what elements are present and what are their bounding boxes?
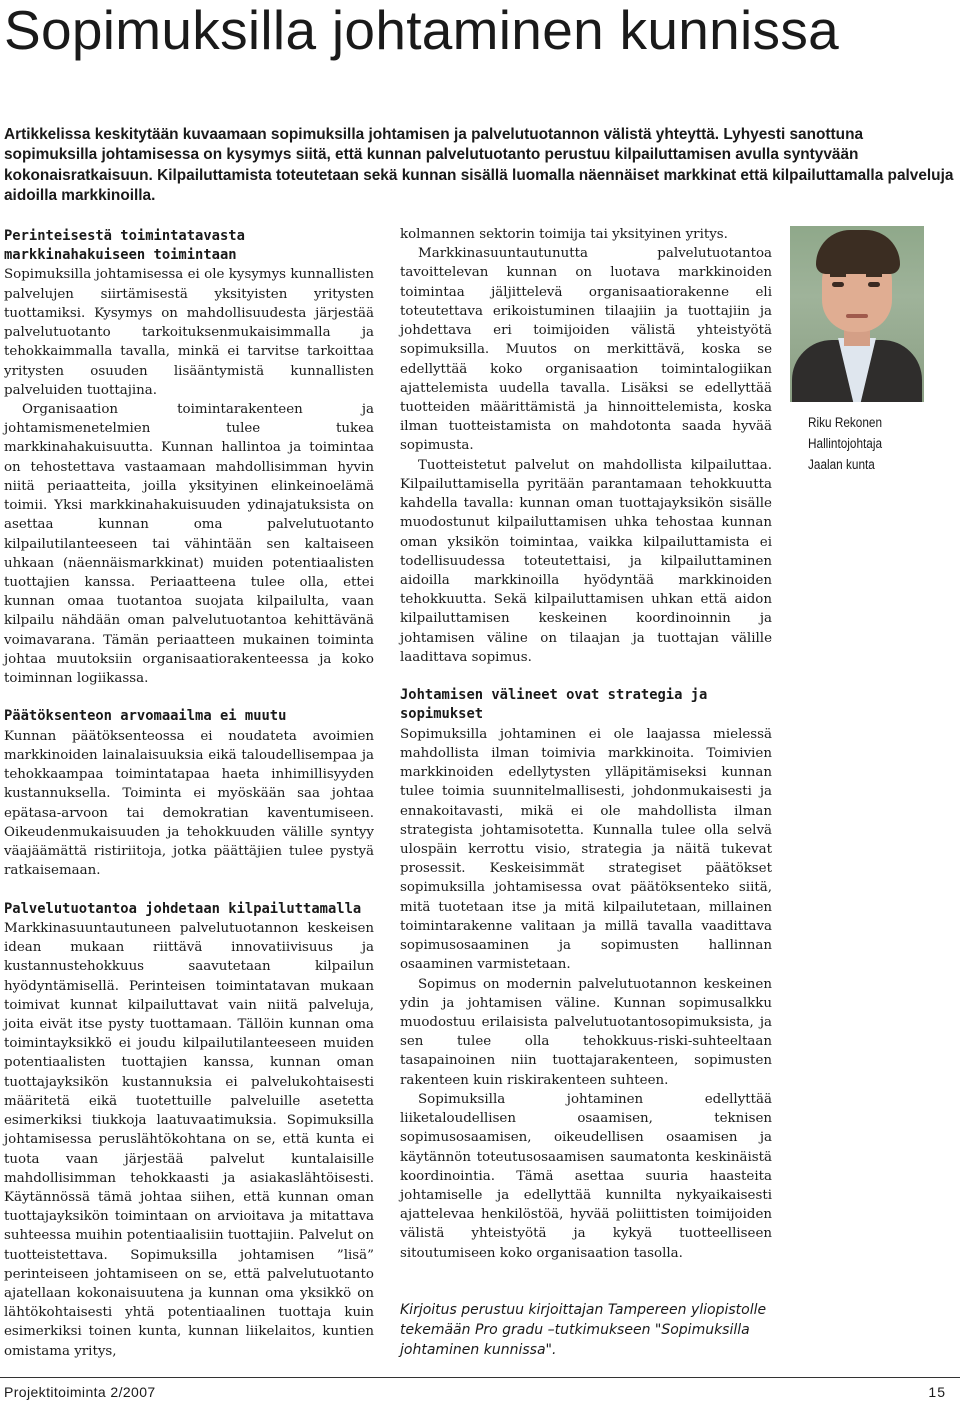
footer-publication: Projektitoiminta 2/2007 bbox=[4, 1384, 156, 1400]
middle-column bbox=[400, 225, 772, 1263]
paragraph: Sopimus on modernin palvelutuotannon keskeinen ydin ja johtamisen väline. Kunnan sopimusalkku muodostuu erilaisista palvelutuotantosopimuksista, ja sen tulee olla tehokkuus-riski-suhteeltaan tasapainoinen niin tuottajarakenteen, sopimusten rakenteen kuin riskirakenteen suhteen. bbox=[400, 976, 772, 1088]
author-photo bbox=[790, 226, 924, 402]
article-title: Sopimuksilla johtaminen kunnissa bbox=[4, 0, 840, 61]
paragraph: Sopimuksilla johtamisessa ei ole kysymys kunnallisten palvelujen siirtämisestä yksityisten yritysten tuottamiksi. Kysymys on mahdollisuudesta järjestää palvelutuotanto tarkoituksenmukaisimmalla ja tehokkaimmalla tavalla, minkä ei tarvitse tarkoittaa yritysten osuuden lisääntymistä kunnallisten palveluiden tuottajina. bbox=[4, 267, 374, 398]
section-heading-values: Päätöksenteon arvomaailma ei muutu bbox=[4, 708, 287, 725]
paragraph: Sopimuksilla johtaminen edellyttää liiketaloudellisen osaamisen, teknisen sopimusosaamisen, oikeudellisen osaamisen ja käytännön toteutusosaamisen saumatonta keskinäistä koordinointia. Tämä asettaa suuria haasteita johtamiselle ja edellyttää kunnilta nykyaikaisesti ajattelevaa henkilöstöä, hyvää poliittisten toimijoiden välistä yhteistyötä ja kykyä tuotteelliseen sitoutumiseen koko organisaation tasolla. bbox=[400, 1091, 772, 1261]
paragraph: Organisaation toimintarakenteen ja johtamismenetelmien tulee tukea markkinahakuisuutta. Kunnan hallintoa ja toimintaa on tehostettava vastaamaan mahdollisimman hyvin niitä periaatteita, joilla yksityinen elinkeinoelämä toimii. Yksi markkinahakuisuuden ydinajatuksista on asettaa kunnan oma palvelutuotanto kilpailutilanteeseen tai vähintään sen kaltaiseen uhkaan (näennäismarkkinat) muiden potentiaalisten tuottajien kanssa. Periaatteena tulee olla, ettei kunnan omaa tuotantoa suojata kilpailulta, vaan kilpailu nähdään oman palvelutuotantoa kehittävänä voimavarana. Tämän periaatteen mukainen toiminta johtaa muutoksiin organisaatiorakenteessa ja koko toiminnan logiikassa. bbox=[4, 401, 374, 687]
paragraph: kolmannen sektorin toimija tai yksityinen yritys. bbox=[400, 227, 728, 242]
left-column bbox=[4, 227, 374, 1361]
author-role: Hallintojohtaja bbox=[808, 436, 883, 451]
paragraph: Tuotteistetut palvelut on mahdollista kilpailuttaa. Kilpailuttamisella pyritään parantamaan tehokkuutta kahdella tavalla: kunnan oman tuottajayksikön sisälle muodostunut kilpailuttamisen uhka tehostaa kunnan oman yksikön toimintaa, vaikka kilpailuttamista ei todellisuudessa toteutettaisi, ja kilpailuttaminen aidoilla markkinoilla hyödyntää markkinoiden tehokkuutta. Sekä kilpailuttamisen uhkan että aidon kilpailuttamisen keskeinen koordinoinnin ja johtamisen väline on tilaajan ja tuottajan välille laadittava sopimus. bbox=[400, 457, 772, 665]
paragraph: Kunnan päätöksenteossa ei noudateta avoimien markkinoiden lainalaisuuksia eikä taloudellisempaa ja tehokkaampaa toimintatapaa haeta inhimillisyyden kustannuksella. Toiminta ei myöskään saa johtaa epätasa-arvoon tai demokratian kaventumiseen. Oikeudenmukaisuuden ja tehokkuuden välille syntyy väajäämättä ristiriitoja, jotka päättäjien tulee pystyä ratkaisemaan. bbox=[4, 728, 374, 879]
paragraph: Sopimuksilla johtaminen ei ole laajassa mielessä mahdollista ilman toimivia markkinoita. Toimivien markkinoiden edellytysten ylläpitämiseksi kunnan tulee toimia suunnitelmallisesti, johdonmukaisesti ja ennakoitavasti, mikä ei ole mahdollista ilman strategista johtamisotetta. Kunnalla tulee olla selvä ulospäin kerrottu visio, strategia ja näitä tukevat prosessit. Keskeisimmät strategiset päätökset sopimuksilla johtamisessa ovat päätöksenteko siitä, mitä tuotetaan itse ja mitä kilpailutetaan, millainen toimintarakenne valitaan ja millä tavalla vaadittava sopimusosaaminen ja sopimusten hallinnan osaaminen varmistetaan. bbox=[400, 726, 772, 973]
section-heading-competition: Palvelutuotantoa johdetaan kilpailuttamalla bbox=[4, 900, 362, 917]
footer-divider bbox=[0, 1377, 960, 1378]
author-caption bbox=[808, 412, 931, 475]
paragraph: Markkinasuuntautuneen palvelutuotannon keskeisen idean mukaan riittävä innovatiivisuus ja kustannustehokkuus saavutetaan kilpailun hyödyntämisellä. Perinteisen toimintatavan mukaan toimivat kunnat kilpailuttavat vain niitä palveluja, joita eivät itse pysty tuottamaan. Tällöin kunnan oma toimintayksikkö ei joudu kilpailutilanteeseen muiden potentiaalisten tuottajien kanssa, kunnan oman tuottajayksikön kustannuksia ei palvelukohtaisesti määritetä eikä tuotettuille palveluille asetetta esimerkiksi tiukkoja laatuvaatimuksia. Sopimuksilla johtamisessa peruslähtökohtana on se, että kunta ei tuota vaan järjestää palvelut kuntalaisille mahdollisimman tehokkaasti ja asiakaslähtöisesti. Käytännössä tämä johtaa siihen, että kunnan oman tuottajayksikön toimintaan on arvioitava ja mitattava suhteessa muihin potentiaalisiin tuottajiin. Palvelut on tuotteistettava. Sopimuksilla johtamisen ”lisä” perinteiseen johtamiseen on se, että palvelutuotanto ajatellaan kokonaisuutena ja kunnan oma yksikkö on lähtökohtaisesti yhtä potentiaalinen tuottaja kuin esimerkiksi toinen kunta, kunnan liikelaitos, kuntien omistama yritys, bbox=[4, 920, 374, 1359]
author-name: Riku Rekonen bbox=[808, 415, 883, 430]
section-heading-traditional: Perinteisestä toimintatavasta markkinahakuiseen toimintaan bbox=[4, 228, 245, 264]
page-number: 15 bbox=[928, 1384, 946, 1400]
paragraph: Markkinasuuntautunutta palvelutuotantoa tavoittelevan kunnan on luotava markkinoiden toimintaa jäljittelevä organisaatiorakenne eli toteutettava erikoistuminen tilaajiin ja tuottajiin ja johdettava eri toimijoiden välistä yhteistyötä sopimuksilla. Muutos on merkittävä, koska se edellyttää koko organisaation toimintalogiikan ajattelemista uudella tavalla. Lisäksi se edellyttää tuotteiden määrittämistä ja hinnoittelemista, koska ilman tuotteistamista on mahdotonta saada hyvää sopimusta. bbox=[400, 246, 772, 454]
section-heading-tools: Johtamisen välineet ovat strategia ja sopimukset bbox=[400, 687, 708, 723]
author-credit-note: Kirjoitus perustuu kirjoittajan Tampereen yliopistolle tekemään Pro gradu –tutkimukseen "Sopimuksilla johtaminen kunnissa". bbox=[400, 1302, 767, 1358]
author-organization: Jaalan kunta bbox=[808, 457, 875, 472]
article-lead: Artikkelissa keskitytään kuvaamaan sopimuksilla johtamisen ja palvelutuotannon välistä yhteyttä. Lyhyesti sanottuna sopimuksilla johtamisessa on kysymys siitä, että kunnan palvelutuotanto perustuu kilpailuttamisen avulla syntyvään kokonaisratkaisuun. Kilpailuttamista toteutetaan sekä kunnan sisällä luomalla näennäiset markkinat että kilpailuttamalla palveluja aidoilla markkinoilla. bbox=[4, 126, 954, 205]
